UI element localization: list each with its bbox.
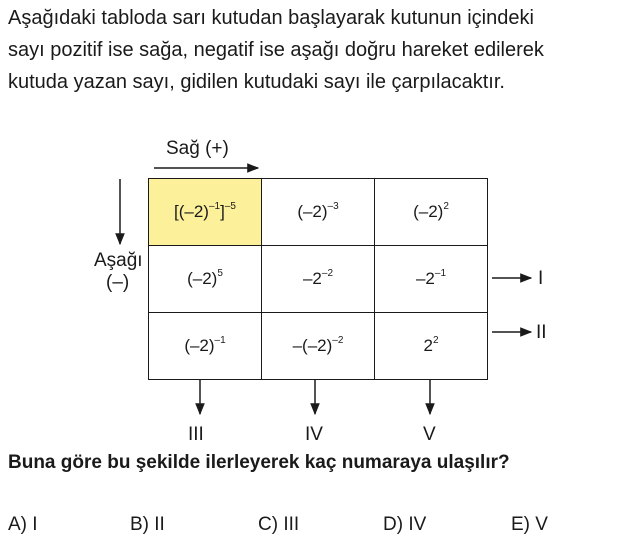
cell-exponent: 2 [443, 201, 449, 212]
cell-base: (–2) [413, 202, 444, 221]
cell-exponent: –1 [208, 201, 221, 212]
grid-cell [149, 313, 262, 380]
option-a[interactable]: A) I [8, 514, 38, 535]
cell-exponent: –1 [434, 268, 447, 279]
cell-exponent: 5 [217, 268, 223, 279]
cell-exponent: –1 [214, 335, 226, 346]
option-e[interactable]: E) V [511, 514, 548, 535]
cell-base: –(–2) [292, 336, 333, 355]
cell-base: (–2) [187, 269, 218, 288]
intro-line: kutuda yazan sayı, gidilen kutudaki sayı ile çarpılacaktır. [8, 71, 505, 93]
intro-line: Aşağıdaki tabloda sarı kutudan başlayarak kutunun içindeki [8, 7, 534, 29]
grid-cell [375, 313, 488, 380]
down-label: Aşağı [94, 250, 143, 271]
option-c[interactable]: C) III [258, 514, 300, 535]
cell-base: –2 [415, 269, 435, 288]
intro-line: sayı pozitif ise sağa, negatif ise aşağı doğru hareket edilerek [8, 39, 544, 61]
down-sign-label: (–) [106, 272, 130, 293]
grid-cell [262, 179, 375, 246]
grid-cell [262, 313, 375, 380]
option-d[interactable]: D) IV [383, 514, 427, 535]
start-cell [149, 179, 262, 246]
exit-label-i: I [538, 268, 544, 289]
option-b[interactable]: B) II [130, 514, 165, 535]
exit-label-v: V [423, 424, 436, 445]
cell-base: (–2) [297, 202, 328, 221]
number-grid [148, 178, 488, 380]
grid-row [149, 313, 488, 380]
cell-base: –2 [302, 269, 322, 288]
exit-label-iii: III [188, 424, 204, 445]
grid-row [149, 179, 488, 246]
cell-exponent: –5 [224, 201, 236, 212]
grid-cell [262, 246, 375, 313]
cell-exponent: –2 [321, 268, 334, 279]
grid-cell [375, 179, 488, 246]
cell-bracket: ] [220, 202, 225, 221]
cell-exponent: 2 [432, 335, 439, 346]
grid-cell [375, 246, 488, 313]
grid-row [149, 246, 488, 313]
right-label: Sağ (+) [166, 138, 229, 159]
cell-base: (–2) [184, 336, 215, 355]
exit-label-iv: IV [305, 424, 323, 445]
cell-exponent: –3 [327, 201, 339, 212]
question-text: Buna göre bu şekilde ilerleyerek kaç numaraya ulaşılır? [8, 452, 510, 473]
grid-cell [149, 246, 262, 313]
cell-base: [(–2) [174, 202, 209, 221]
cell-exponent: –2 [332, 335, 344, 346]
exit-label-ii: II [536, 322, 547, 343]
cell-base: 2 [423, 336, 433, 355]
